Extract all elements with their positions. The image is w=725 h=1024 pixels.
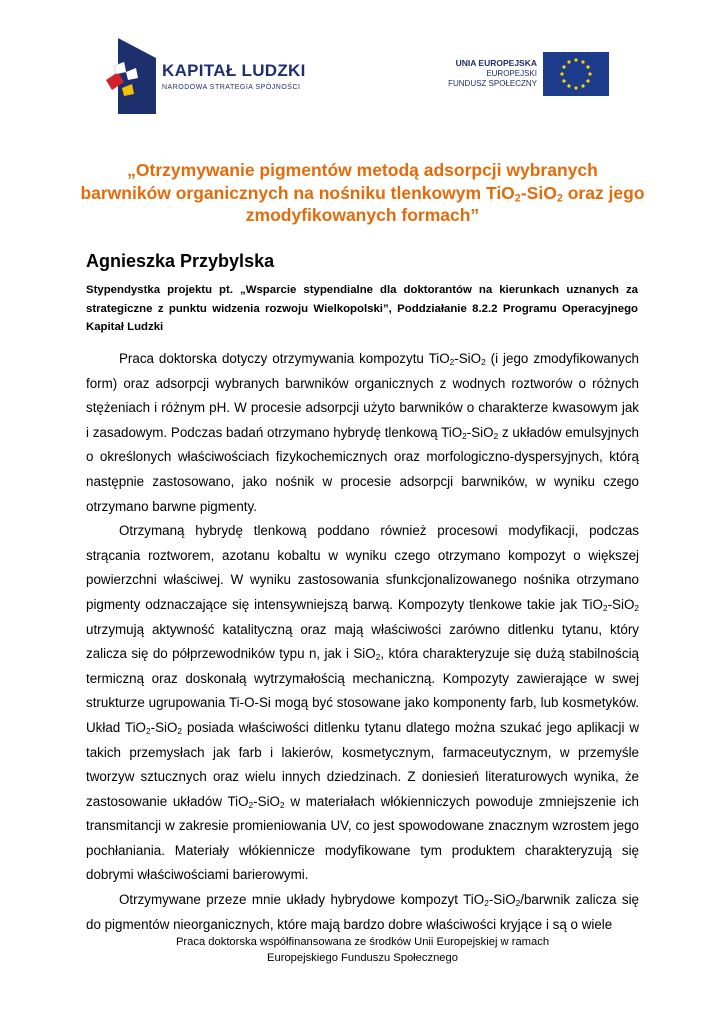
eu-line-3: FUNDUSZ SPOŁECZNY [448, 79, 537, 88]
eu-line-2: EUROPEJSKI [486, 68, 537, 78]
kapital-ludzki-subtitle: NARODOWA STRATEGIA SPÓJNOŚCI [162, 84, 301, 91]
funding-statement: Stypendystka projektu pt. „Wsparcie stypendialne dla doktorantów na kierunkach uznanych za strategiczne z punktu widzenia rozwoju Wielkopolski”, Poddziałanie 8.2.2 Programu Operacyjnego Kapitał Ludzki [86, 284, 638, 333]
page-footer [60, 935, 665, 966]
kapital-ludzki-logo [104, 38, 156, 114]
paragraph-3: Otrzymywane przeze mnie układy hybrydowe kompozyt TiO$_2$-SiO$_2$/barwnik zalicza się do pigmentów nieorganicznych, które mają bardzo dobre właściwości kryjące i są o wiele [86, 892, 640, 932]
document-title: „Otrzymywanie pigmentów metodą adsorpcji wybranych barwników organicznych na nośniku tlenkowym TiO$_2$-SiO$_2$ oraz jego zmodyfikowanych formach” [80, 160, 645, 225]
eu-flag-icon [543, 52, 609, 96]
footer-line-1: Praca doktorska współfinansowana ze środków Unii Europejskiej w ramach [175, 936, 550, 948]
eu-line-1: UNIA EUROPEJSKA [455, 58, 537, 68]
eu-text-block [448, 58, 537, 90]
kapital-ludzki-title: KAPITAŁ LUDZKI [162, 61, 306, 80]
footer-line-2: Europejskiego Funduszu Społecznego [267, 951, 458, 964]
author-name: Agnieszka Przybylska [86, 251, 275, 271]
paragraph-2: Otrzymaną hybrydę tlenkową poddano również procesowi modyfikacji, podczas strącania roztworem, azotanu kobaltu w wyniku czego otrzymano kompozyt o większej powierzchni właściwej. W wyniku zastosowania sfunkcjonalizowanego nośnika otrzymano pigmenty odznaczające się intensywniejszą barwą. Kompozyty tlenkowe takie jak TiO$_2$-SiO$_2$ utrzymują aktywność katalityczną oraz mają właściwości zarówno ditlenku tytanu, który zalicza się do półprzewodników typu n, jak i SiO$_2$, która charakteryzuje się dużą stabilnością termiczną oraz doskonałą wytrzymałością mechaniczną. Kompozyty zawierające w swej strukturze ugrupowania Ti-O-Si mogą być stosowane jako komponenty farb, lub kosmetyków. Układ TiO$_2$-SiO$_2$ posiada właściwości ditlenku tytanu dlatego można szukać jego aplikacji w takich przemysłach jak farb i lakierów, kosmetycznym, farmaceutycznym, w przemyśle tworzyw sztucznych oraz wielu innych dziedzinach. Z doniesień literaturowych wynika, że zastosowanie układów TiO$_2$-SiO$_2$ w materiałach włókienniczych powoduje zmniejszenie ich transmitancji w zakresie promieniowania UV, co jest spowodowane znacznym wzrostem jego pochłaniania. Materiały włókiennicze modyfikowane tym produktem charakteryzują się dobrymi właściwościami barierowymi. [86, 523, 639, 883]
paragraph-1: Praca doktorska dotyczy otrzymywania kompozytu TiO$_2$-SiO$_2$ (i jego zmodyfikowanych form) oraz adsorpcji wybranych barwników organicznych z wodnych roztworów o różnych stężeniach i różnym pH. W procesie adsorpcji użyto barwników o charakterze kwasowym jak i zasadowym. Podczas badań otrzymano hybrydę tlenkową TiO$_2$-SiO$_2$ z układów emulsyjnych o określonych właściwościach fizykochemicznych oraz morfologiczno-dyspersyjnych, którą następnie zastosowano, jako nośnik w procesie adsorpcji barwników, w wyniku czego otrzymano barwne pigmenty. [86, 351, 640, 514]
page-header [0, 0, 725, 130]
document-body [86, 347, 639, 937]
